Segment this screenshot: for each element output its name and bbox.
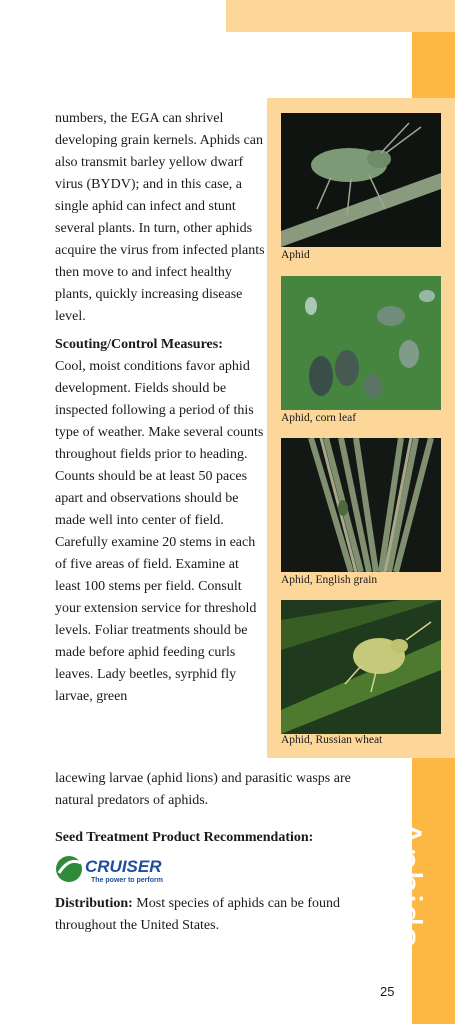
photo-aphid xyxy=(281,113,441,247)
photo-aphid-corn-leaf xyxy=(281,276,441,410)
distribution-heading: Distribution: xyxy=(55,896,133,911)
seed-treatment-heading: Seed Treatment Product Recommendation: xyxy=(55,830,314,845)
logo-wordmark: CRUISER xyxy=(85,857,162,876)
page-number: 25 xyxy=(380,984,395,999)
photo-aphid-english-grain xyxy=(281,438,441,572)
section-tab-label: Aphids xyxy=(385,820,429,949)
photo-caption: Aphid, corn leaf xyxy=(281,412,357,424)
logo-tagline: The power to perform xyxy=(91,877,163,884)
photo-caption: Aphid, English grain xyxy=(281,574,378,586)
scouting-text-continued: lacewing larvae (aphid lions) and parasitic wasps are natural predators of aphids. xyxy=(55,771,351,808)
distribution-text: Most species of aphids can be found throughout the United States. xyxy=(55,896,341,933)
header-accent-bar xyxy=(226,0,455,32)
scouting-heading: Scouting/Control Measures: xyxy=(55,337,223,352)
photo-caption: Aphid, Russian wheat xyxy=(281,734,383,746)
distribution-paragraph xyxy=(55,893,355,937)
paragraph-intro: numbers, the EGA can shrivel developing grain kernels. Aphids can also transmit barley yellow dwarf virus (BYDV); and in this case, a single aphid can infect and stunt several plants. In turn, other aphids acquire the virus from infected plants then move to and infect healthy plants, quickly increasing disease level. xyxy=(55,111,265,324)
cruiser-logo xyxy=(55,851,175,887)
photo-aphid-russian-wheat xyxy=(281,600,441,734)
body-text-column xyxy=(55,108,265,708)
scouting-text: Cool, moist conditions favor aphid development. Fields should be inspected following a period of this type of weather. Make several counts throughout fields prior to heading. Counts should be at least 50 paces apart and observations should be made well into center of field. Carefully examine 20 stems in each of five areas of field. Examine at least 100 stems per field. Consult your extension service for threshold levels. Foliar treatments should be made before aphid feeding curls leaves. Lady beetles, syrphid fly larvae, green xyxy=(55,359,264,704)
photo-caption: Aphid xyxy=(281,249,310,261)
paragraph-scouting xyxy=(55,334,265,708)
